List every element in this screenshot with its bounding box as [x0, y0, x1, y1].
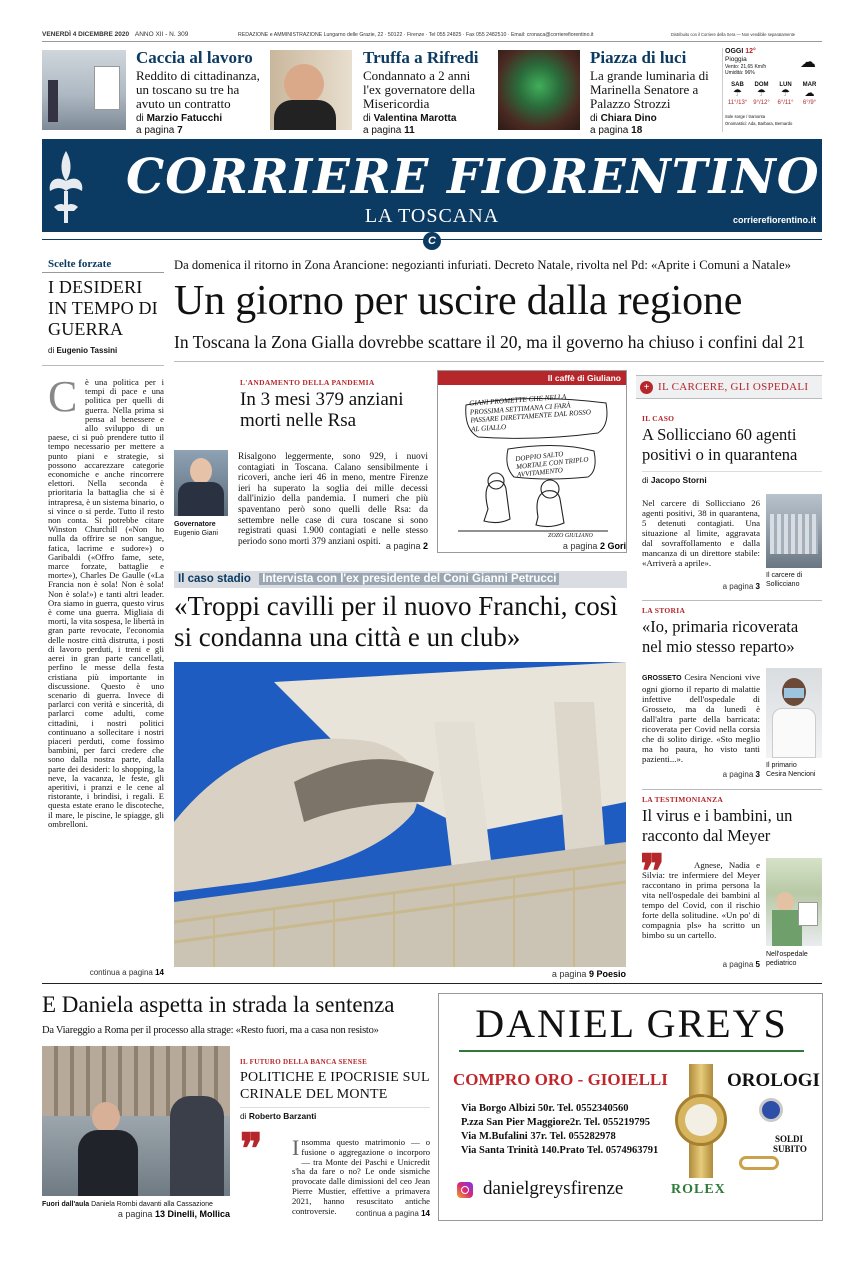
promo-author: Marzio Fatucchi — [146, 113, 223, 124]
ad-soldi: SOLDI — [775, 1134, 804, 1144]
editorial-text: è una politica per i tempi di pace e una politica per quelli di guerra. Nella prima si pensa al benessere e allo sviluppo di un paese, ci si può prendere tutto il tempo necessario per mettere a punto piani e strategie, si possono accarezzare categorie economiche e anche rincorrere elettori. Nella seconda è prioritaria la battaglia che si è intrapresa, è un sistema binario, o si vince o si perde. Tutto il resto non conta. Si potrebbe citare Winston Churchill («Non ho nulla da offrire se non sangue, fatica, lacrime e sudore») o Garibaldi («Offro fame, sete, marce forzate, battaglie e morte»), Charles De Gaulle («La Francia non è sola! Non è sola! Non è sola!») e tanti altri leader. Ora siamo in guerra, questo virus è come una guerra. Migliaia di morti, la vita sospesa, le libertà in gran parte revocate, l'economia delle nostre città distrutta, i posti di lavoro perduti, i treni e gli aerei in gran parte cancellati, perfino le messe della festa cristiana più importante in discussione. Questo è uno scenario di guerra. Invece di parlarci con verità e sincerità, di parlarci come adulti, come cittadini, i nostri politici continuano a sollecitare i nostri piaceri perduti, come fossimo bambini, per farci credere che sono dalla nostra parte, dalla parte dei desideri: lo shopping, la neve, la vacanza, le feste, gli aperitivi, i pranzi e le cene al ristorante, i brindisi, i regali. E questa estate erano le discoteche, il mare, le piscine, le spiagge, gli ombrelloni. — [48, 377, 164, 829]
article-text: nsomma questo matrimonio — o fusione o aggregazione o incorporo — tra Monte dei Paschi e Unicredit s'ha da fare o no? Le onde sismiche provocate dalle dimissioni del ceo Jean Pierre Mustier, effettive a primavera 2021, hanno resuscitato antiche controversie. — [292, 1137, 430, 1216]
promo-title: Truffa a Rifredi — [363, 48, 479, 67]
weather-temp: 9°/12° — [753, 100, 770, 106]
article-title: Il virus e i bambini, un racconto dal Meyer — [642, 806, 793, 845]
continue-prefix: continua a pagina — [89, 968, 153, 977]
case-author: Poesio — [596, 969, 626, 979]
page-prefix: a pagina — [722, 582, 754, 591]
promo-truffa[interactable] — [363, 48, 491, 137]
page-number: 2 — [422, 541, 428, 551]
pandemic-body: Risalgono leggermente, sono 929, i nuovi contagiati in Toscana. Calano sensibilmente i ricoveri, anche ieri 46 in meno, mentre Firenze ieri ha superato la soglia dei mille decessi dall'inizio della pandemia. I numeri che più spaventano però sono quelli delle Rsa: da settembre nelle case di cura toscane si sono registrati quasi 1.900 contagiati e nelle stesso periodo sono morti 379 anziani ospiti. — [238, 452, 428, 547]
advertisement[interactable] — [438, 993, 823, 1221]
issue-date: VENERDÌ 4 DICEMBRE 2020 — [42, 31, 130, 38]
weather-onomastici: Onomastici: Ada, Barbara, Bernardo — [725, 121, 793, 126]
cartoon-bubble-2: DOPPIO SALTO MORTALE CON TRIPLO AVVITAMENTO — [514, 450, 589, 479]
editorial-author: Eugenio Tassini — [56, 346, 118, 355]
continue-page: 14 — [155, 968, 164, 977]
lead-subhead: In Toscana la Zona Gialla dovrebbe scattare il 20, ma il governo ha chiuso i confini dal 21 — [174, 332, 806, 352]
sollicciano-article[interactable] — [642, 414, 822, 485]
article-kicker: IL CASO — [642, 414, 675, 423]
author-prefix: di — [642, 475, 649, 485]
page-number: 9 — [588, 969, 594, 979]
rain-icon: ☂ — [757, 88, 766, 99]
issue-number: ANNO XII - N. 309 — [134, 31, 189, 38]
author-prefix: di — [363, 113, 371, 124]
promo-author: Chiara Dino — [600, 113, 657, 124]
article-title: In 3 mesi 379 anziani morti nelle Rsa — [240, 389, 404, 431]
photo-caption-bold: Fuori dall'aula — [42, 1201, 90, 1208]
weather-temp: 11°/13° — [727, 100, 748, 106]
article-kicker: L'ANDAMENTO DELLA PANDEMIA — [240, 378, 375, 387]
hospital-photo — [766, 858, 822, 946]
top-bar — [42, 30, 822, 42]
photo-caption: Eugenio Giani — [174, 530, 218, 537]
author-prefix: di — [136, 113, 144, 124]
right-column-header — [636, 375, 822, 399]
author-prefix: di — [240, 1111, 247, 1121]
ad-rolex: ROLEX — [671, 1182, 726, 1197]
photo-caption-bold: Il primario — [766, 762, 797, 769]
distribution-note: Distribuito con il Corriere della Sera — Non vendibile separatamente — [671, 32, 796, 37]
page-number: 2 — [599, 541, 605, 551]
ring-icon — [759, 1098, 783, 1122]
masthead-badge: C — [423, 232, 441, 250]
right-header-label: IL CARCERE, GLI OSPEDALI — [658, 381, 809, 393]
photo-caption: Nell'ospedale pediatrico — [766, 951, 808, 967]
page-prefix: a pagina — [590, 125, 629, 136]
ad-address: Via Santa Trinità 140.Prato Tel. 0574963791 — [461, 1145, 659, 1156]
photo-caption: Daniela Rombi davanti alla Cassazione — [91, 1201, 213, 1208]
governor-photo — [174, 450, 228, 516]
page-prefix: a pagina — [385, 541, 421, 551]
masthead-title: CORRIERE FIORENTINO — [126, 149, 820, 205]
case-label: Il caso stadio — [178, 573, 251, 585]
page-number: 5 — [755, 960, 760, 969]
medical-cross-icon: + — [640, 381, 653, 394]
promo-page: 18 — [631, 125, 643, 136]
article-title: «Io, primaria ricoverata nel mio stesso reparto» — [642, 617, 799, 656]
article-title: A Sollicciano 60 agenti positivi o in quarantena — [642, 425, 798, 464]
page-prefix: a pagina — [363, 125, 402, 136]
cartoon-signature: ZOZO GIULIANO — [548, 533, 593, 539]
promo-author: Valentina Marotta — [373, 113, 457, 124]
promo-desc: La grande luminaria di Marinella Senatore a Palazzo Strozzi — [590, 68, 709, 111]
quote-mark-icon: ❞ — [640, 846, 665, 897]
doctor-photo — [766, 668, 822, 758]
article-kicker: IL FUTURO DELLA BANCA SENESE — [240, 1058, 368, 1066]
lead-overline: Da domenica il ritorno in Zona Arancione: negozianti infuriati. Decreto Natale, rivolta nel Pd: «Aprite i Comuni a Natale» — [174, 258, 791, 272]
weather-day: DOM — [754, 82, 769, 88]
weather-temp: 6°/11° — [777, 100, 794, 106]
weather-day: SAB — [731, 82, 744, 88]
article-author: Dinelli, Mollica — [167, 1209, 230, 1219]
article-author: Jacopo Storni — [650, 475, 707, 485]
promo-photo-luci — [498, 50, 580, 130]
ad-subito: SUBITO — [773, 1144, 807, 1154]
promo-lavoro[interactable] — [136, 48, 264, 137]
photo-caption-bold: Governatore — [174, 521, 216, 528]
page-prefix: a pagina — [136, 125, 175, 136]
lead-headline[interactable]: Un giorno per uscire dalla regione — [174, 278, 743, 324]
weather-today-temp: 12° — [745, 48, 756, 55]
case-headline[interactable]: «Troppi cavilli per il nuovo Franchi, così si condanna una città e un club» — [174, 591, 618, 652]
watch-icon — [671, 1064, 731, 1178]
promo-photo-truffa — [270, 50, 352, 130]
meyer-article[interactable] — [642, 795, 822, 846]
ad-line-2: OROLOGI — [727, 1070, 820, 1091]
ad-social: danielgreysfirenze — [483, 1178, 624, 1199]
masthead — [42, 139, 822, 232]
cloud-rain-icon: ☁ — [800, 54, 816, 71]
promo-desc: Condannato a 2 anni l'ex governatore della Misericordia — [363, 68, 476, 111]
weather-today-label: OGGI — [725, 48, 744, 55]
editorial-title: I DESIDERI IN TEMPO DI GUERRA — [48, 277, 158, 339]
weather-humidity: Umidità: 96% — [725, 70, 755, 76]
cloud-icon: ☁ — [804, 88, 815, 99]
weather-temp: 6°/9° — [802, 100, 817, 106]
rain-icon: ☂ — [781, 88, 790, 99]
stadium-drawing-icon — [174, 662, 626, 967]
ad-address: Via Borgo Albizi 50r. Tel. 0552340560 — [461, 1103, 629, 1114]
weather-box — [722, 48, 822, 132]
sollicciano-body: Nel carcere di Sollicciano 26 agenti positivi, 38 in quarantena, 5 detenuti contagiati. Una situazione al limite, aggravata dal sovraffollamento e dalla mancanza di un direttore stabile: «Arriverà a aprile». — [642, 498, 760, 568]
promo-page: 7 — [177, 125, 183, 136]
daniela-subhead: Da Viareggio a Roma per il processo alla strage: «Resto fuori, ma a casa non resisto» — [42, 1025, 379, 1036]
bank-article[interactable] — [240, 1058, 430, 1121]
page-prefix: a pagina — [551, 969, 587, 979]
promo-luci[interactable] — [590, 48, 718, 137]
masthead-subtitle: LA TOSCANA — [364, 205, 500, 227]
dropcap: I — [292, 1135, 300, 1160]
meyer-body: Agnese, Nadia e Silvia: tre infermiere del Meyer raccontano in prima persona la vita nell'ospedale dei bambini al tempo del Covid, con il rischio forte della solitudine. «Un po' di compagnia pls» ha scritto un bimbo su un cartello. — [642, 860, 760, 940]
cartoon-box — [437, 370, 627, 553]
cartoon-label: Il caffè di Giuliano — [438, 371, 626, 385]
page-prefix: a pagina — [722, 960, 754, 969]
promo-page: 11 — [404, 125, 415, 136]
author-prefix: di — [590, 113, 598, 124]
page-number: 3 — [755, 582, 760, 591]
article-text: Cesira Nencioni vive ogni giorno il reparto di malattie infettive dell'ospedale di Grosseto, ma da lunedì è dall'altra parte della barricata: ricoverata per Covid nella corsia che di solito dirige. «Sto meglio ma ho paura, ho visto tanti pazienti...». — [642, 672, 761, 764]
left-column — [42, 258, 164, 355]
photo-caption: Cesira Nencioni — [766, 771, 816, 778]
cartoon-bubble-1: GIANI PROMETTE CHE NELLA PROSSIMA SETTIMANA CI FARÀ PASSARE DIRETTAMENTE DAL ROSSO AL GIALLO — [468, 392, 592, 433]
page-number: 3 — [755, 770, 760, 779]
promo-title: Caccia al lavoro — [136, 48, 253, 67]
rain-icon: ☂ — [733, 88, 742, 99]
weather-today-desc: Pioggia — [725, 56, 747, 63]
cartoon-author: Gori — [607, 541, 626, 551]
section-label: Scelte forzate — [42, 258, 164, 273]
case-study-strap — [174, 571, 627, 588]
instagram-icon — [457, 1182, 473, 1198]
photo-caption: Il carcere di Sollicciano — [766, 572, 803, 588]
editorial-body — [48, 372, 164, 829]
article-title: POLITICHE E IPOCRISIE SUL CRINALE DEL MONTE — [240, 1070, 430, 1102]
primaria-body — [642, 672, 760, 764]
page-prefix: a pagina — [722, 770, 754, 779]
ad-line-1: COMPRO ORO - GIOIELLI — [453, 1070, 668, 1089]
article-lead-word: GROSSETO — [642, 675, 682, 682]
article-author: Roberto Barzanti — [248, 1111, 317, 1121]
stadium-photo — [174, 662, 626, 967]
ad-brand: DANIEL GREYS — [475, 1001, 788, 1046]
ad-address: P.zza San Pier Maggiore2r. Tel. 055219795 — [461, 1117, 650, 1128]
quote-mark-icon: ❞ — [240, 1127, 263, 1173]
bank-body — [292, 1135, 430, 1216]
masthead-url[interactable]: corrierefiorentino.it — [732, 215, 816, 225]
bracelet-icon — [739, 1156, 779, 1170]
article-kicker: LA TESTIMONIANZA — [642, 795, 724, 804]
primaria-article[interactable] — [642, 606, 822, 657]
ad-address: Via M.Bufalini 37r. Tel. 055282978 — [461, 1131, 616, 1142]
dropcap: C — [48, 372, 78, 421]
weather-day: LUN — [779, 82, 792, 88]
prison-photo — [766, 494, 822, 568]
case-strap: Intervista con l'ex presidente del Coni Gianni Petrucci — [259, 573, 559, 585]
redaction-info: REDAZIONE e AMMINISTRAZIONE Lungarno delle Grazie, 22 · 50122 · Firenze · Tel 055 24825 · Fax 055 2482510 · Email: cronaca@corrierefiorentino.it — [238, 32, 594, 38]
article-kicker: LA STORIA — [642, 606, 686, 615]
page-prefix: a pagina — [562, 541, 598, 551]
weather-wind: Vento: 21,65 Km/h — [725, 64, 767, 70]
page-prefix: a pagina — [117, 1209, 153, 1219]
weather-sunrise: Sole sorge / tramonta — [725, 114, 766, 119]
author-prefix: di — [48, 346, 55, 355]
promo-photo-lavoro — [42, 50, 126, 130]
pandemic-article[interactable] — [174, 378, 428, 431]
continue-prefix: continua a pagina — [355, 1209, 419, 1218]
promo-desc: Reddito di cittadinanza, un toscano su tre ha avuto un contratto — [136, 68, 260, 111]
weather-day: MAR — [802, 82, 817, 88]
daniela-photo — [42, 1046, 230, 1196]
page-number: 13 — [154, 1209, 165, 1219]
promo-title: Piazza di luci — [590, 48, 687, 67]
daniela-headline[interactable]: E Daniela aspetta in strada la sentenza — [42, 992, 395, 1017]
continue-page: 14 — [421, 1209, 430, 1218]
